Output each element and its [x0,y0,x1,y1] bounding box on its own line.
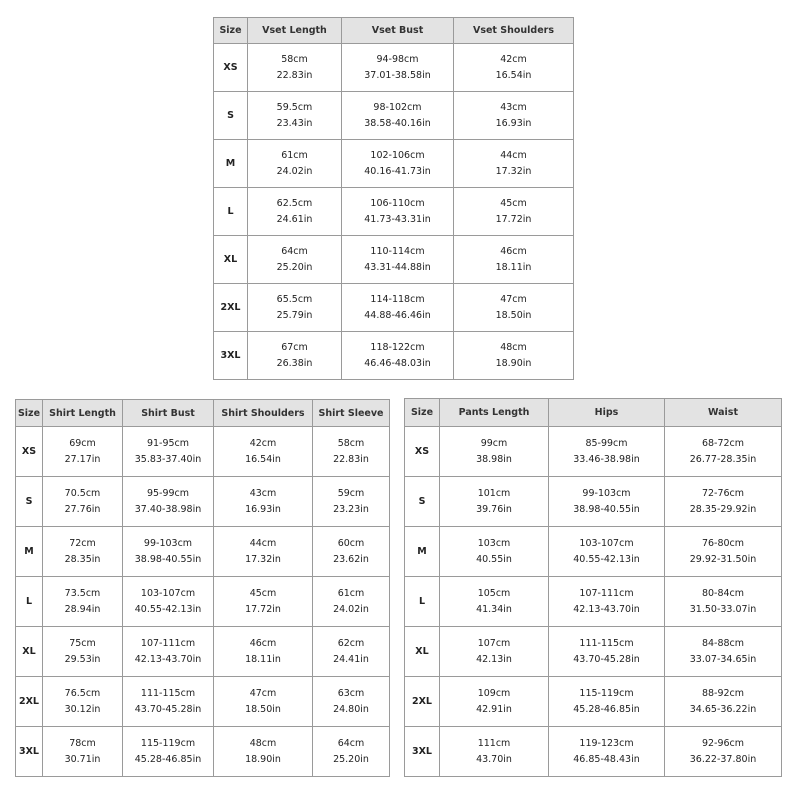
value-cm: 67cm [281,342,308,353]
waist-cell [665,727,782,777]
value-cm: 48cm [500,342,527,353]
waist-cell [665,577,782,627]
value-cm: 103-107cm [140,588,196,599]
value-in: 17.72in [245,604,281,615]
shoulders-cell [454,44,574,92]
value-in: 16.54in [245,454,281,465]
shoulders-cell [214,577,313,627]
value-in: 22.83in [276,70,313,81]
shirt-size-table [15,399,390,777]
bust-cell [123,527,214,577]
value-in: 35.83-37.40in [134,454,202,465]
value-cm: 84-88cm [701,638,745,649]
size-cell: 3XL [214,332,248,380]
size-cell: XS [405,427,440,477]
value-in: 23.62in [333,554,369,565]
length-cell [248,236,342,284]
value-in: 24.80in [333,704,369,715]
value-in: 33.07-34.65in [689,654,757,665]
value-cm: 65.5cm [276,294,313,305]
table-row [405,627,782,677]
table-row [214,188,574,236]
shoulders-cell [454,236,574,284]
value-in: 33.46-38.98in [573,454,640,465]
hips-cell [549,427,665,477]
size-cell: S [214,92,248,140]
value-cm: 42cm [249,438,277,449]
sleeve-cell [313,527,390,577]
value-in: 40.55-42.13in [134,604,202,615]
table-row [405,727,782,777]
waist-cell [665,527,782,577]
hips-cell [549,527,665,577]
value-in: 42.91in [476,704,512,715]
value-cm: 64cm [337,738,365,749]
value-in: 42.13-43.70in [573,604,640,615]
value-cm: 44cm [500,150,527,161]
value-in: 29.92-31.50in [689,554,757,565]
length-cell [43,427,123,477]
value-in: 18.90in [495,358,532,369]
value-in: 18.11in [245,654,281,665]
value-in: 45.28-46.85in [573,704,640,715]
size-cell: 3XL [16,727,43,777]
value-cm: 47cm [249,688,277,699]
header-waist: Waist [665,399,782,427]
value-cm: 91-95cm [146,438,190,449]
value-in: 25.20in [276,262,313,273]
shoulders-cell [214,427,313,477]
value-cm: 76-80cm [701,538,745,549]
value-in: 24.02in [333,604,369,615]
waist-cell [665,627,782,677]
size-cell: 2XL [405,677,440,727]
value-cm: 43cm [249,488,277,499]
value-cm: 60cm [337,538,365,549]
value-in: 30.12in [64,704,101,715]
header-shirt-bust: Shirt Bust [123,400,214,427]
value-cm: 59.5cm [276,102,313,113]
table-row [214,44,574,92]
value-in: 18.11in [495,262,532,273]
bust-cell [342,188,454,236]
value-cm: 115-119cm [140,738,196,749]
value-in: 43.70in [476,754,512,765]
value-cm: 72-76cm [701,488,745,499]
size-cell: XS [214,44,248,92]
shoulders-cell [214,477,313,527]
value-cm: 107-111cm [140,638,196,649]
length-cell [248,92,342,140]
value-in: 38.58-40.16in [364,118,431,129]
value-in: 26.77-28.35in [689,454,757,465]
value-cm: 99cm [480,438,508,449]
value-cm: 44cm [249,538,277,549]
value-in: 43.70-45.28in [134,704,202,715]
table-row [405,677,782,727]
size-cell: L [405,577,440,627]
value-in: 30.71in [64,754,101,765]
value-cm: 76.5cm [64,688,101,699]
sleeve-cell [313,627,390,677]
value-cm: 115-119cm [579,688,634,699]
bust-cell [123,727,214,777]
shoulders-cell [454,92,574,140]
value-in: 22.83in [333,454,369,465]
size-cell: XS [16,427,43,477]
value-cm: 111cm [477,738,511,749]
length-cell [440,477,549,527]
sleeve-cell [313,727,390,777]
header-vset-length: Vset Length [248,18,342,44]
header-size: Size [405,399,440,427]
hips-cell [549,727,665,777]
sleeve-cell [313,677,390,727]
table-row [16,577,390,627]
value-in: 44.88-46.46in [364,310,431,321]
size-cell: 2XL [16,677,43,727]
shoulders-cell [214,527,313,577]
header-size: Size [214,18,248,44]
table-row [214,332,574,380]
table-row [16,427,390,477]
value-in: 17.72in [495,214,532,225]
value-cm: 62cm [337,638,365,649]
value-cm: 111-115cm [140,688,196,699]
value-in: 42.13-43.70in [134,654,202,665]
shoulders-cell [454,188,574,236]
hips-cell [549,677,665,727]
value-cm: 45cm [249,588,277,599]
value-in: 37.40-38.98in [134,504,202,515]
value-cm: 42cm [500,54,527,65]
value-in: 17.32in [245,554,281,565]
value-cm: 58cm [281,54,308,65]
header-size: Size [16,400,43,427]
value-cm: 58cm [337,438,365,449]
table-row [16,727,390,777]
length-cell [248,284,342,332]
value-in: 42.13in [476,654,512,665]
sleeve-cell [313,427,390,477]
value-cm: 45cm [500,198,527,209]
shoulders-cell [454,332,574,380]
value-cm: 85-99cm [585,438,628,449]
length-cell [440,577,549,627]
value-cm: 80-84cm [701,588,745,599]
value-cm: 48cm [249,738,277,749]
bust-cell [342,92,454,140]
size-cell: 3XL [405,727,440,777]
table-row [405,477,782,527]
table-row [16,527,390,577]
shoulders-cell [454,284,574,332]
length-cell [248,140,342,188]
length-cell [248,44,342,92]
value-in: 40.16-41.73in [364,166,431,177]
value-cm: 99-103cm [143,538,193,549]
header-pants-length: Pants Length [440,399,549,427]
waist-cell [665,477,782,527]
value-in: 40.55in [476,554,512,565]
value-cm: 43cm [500,102,527,113]
table-row [16,627,390,677]
value-cm: 92-96cm [701,738,745,749]
size-cell: M [16,527,43,577]
value-cm: 102-106cm [370,150,425,161]
table-row [214,236,574,284]
value-in: 29.53in [64,654,101,665]
size-cell: XL [16,627,43,677]
hips-cell [549,477,665,527]
table-row [405,527,782,577]
value-cm: 78cm [69,738,96,749]
shoulders-cell [214,627,313,677]
value-in: 16.93in [245,504,281,515]
value-in: 46.85-48.43in [573,754,640,765]
value-in: 24.61in [276,214,313,225]
value-in: 38.98-40.55in [573,504,640,515]
length-cell [43,727,123,777]
value-cm: 72cm [69,538,96,549]
value-cm: 98-102cm [373,102,422,113]
value-in: 41.73-43.31in [364,214,431,225]
sleeve-cell [313,577,390,627]
value-cm: 103cm [477,538,511,549]
length-cell [440,677,549,727]
value-in: 16.93in [495,118,532,129]
size-cell: L [16,577,43,627]
value-cm: 107cm [477,638,511,649]
value-in: 18.50in [245,704,281,715]
length-cell [43,477,123,527]
value-in: 36.22-37.80in [689,754,757,765]
length-cell [248,188,342,236]
value-cm: 61cm [281,150,308,161]
table-header-row [16,400,390,427]
hips-cell [549,627,665,677]
value-cm: 88-92cm [701,688,745,699]
header-vset-shoulders: Vset Shoulders [454,18,574,44]
table-row [214,92,574,140]
length-cell [440,427,549,477]
size-cell: M [405,527,440,577]
value-in: 40.55-42.13in [573,554,640,565]
bust-cell [123,427,214,477]
size-cell: S [405,477,440,527]
value-in: 23.43in [276,118,313,129]
length-cell [43,577,123,627]
bust-cell [342,140,454,188]
table-header-row [214,18,574,44]
shoulders-cell [214,677,313,727]
value-in: 38.98in [476,454,512,465]
table-header-row [405,399,782,427]
length-cell [248,332,342,380]
value-in: 27.17in [64,454,101,465]
value-cm: 63cm [337,688,365,699]
table-row [405,427,782,477]
bust-cell [342,332,454,380]
bust-cell [123,627,214,677]
value-cm: 47cm [500,294,527,305]
table-row [214,140,574,188]
value-in: 28.94in [64,604,101,615]
vset-size-table [213,17,574,380]
value-in: 26.38in [276,358,313,369]
value-in: 24.41in [333,654,369,665]
value-cm: 46cm [500,246,527,257]
value-in: 24.02in [276,166,313,177]
value-cm: 68-72cm [701,438,745,449]
value-in: 16.54in [495,70,532,81]
size-cell: 2XL [214,284,248,332]
value-cm: 105cm [477,588,511,599]
value-in: 23.23in [333,504,369,515]
value-in: 25.79in [276,310,313,321]
waist-cell [665,677,782,727]
header-hips: Hips [549,399,665,427]
table-row [405,577,782,627]
size-cell: XL [405,627,440,677]
value-in: 41.34in [476,604,512,615]
table-row [16,677,390,727]
length-cell [440,627,549,677]
value-cm: 103-107cm [579,538,634,549]
shoulders-cell [454,140,574,188]
value-cm: 46cm [249,638,277,649]
table-row [214,284,574,332]
value-in: 31.50-33.07in [689,604,757,615]
value-cm: 107-111cm [579,588,634,599]
length-cell [43,627,123,677]
value-cm: 69cm [69,438,96,449]
value-in: 18.90in [245,754,281,765]
value-cm: 70.5cm [64,488,101,499]
bust-cell [123,477,214,527]
header-shirt-sleeve: Shirt Sleeve [313,400,390,427]
value-in: 18.50in [495,310,532,321]
hips-cell [549,577,665,627]
value-cm: 64cm [281,246,308,257]
value-in: 46.46-48.03in [364,358,431,369]
length-cell [43,527,123,577]
waist-cell [665,427,782,477]
header-shirt-length: Shirt Length [43,400,123,427]
value-cm: 61cm [337,588,365,599]
value-cm: 118-122cm [370,342,425,353]
value-in: 17.32in [495,166,532,177]
pants-size-table [404,398,782,777]
value-in: 28.35-29.92in [689,504,757,515]
value-in: 28.35in [64,554,101,565]
bust-cell [342,284,454,332]
bust-cell [123,677,214,727]
length-cell [440,527,549,577]
value-cm: 73.5cm [64,588,101,599]
size-cell: XL [214,236,248,284]
shoulders-cell [214,727,313,777]
sleeve-cell [313,477,390,527]
value-cm: 99-103cm [582,488,631,499]
size-cell: M [214,140,248,188]
table-row [16,477,390,527]
value-cm: 109cm [477,688,511,699]
value-cm: 106-110cm [370,198,425,209]
value-in: 25.20in [333,754,369,765]
value-in: 38.98-40.55in [134,554,202,565]
value-cm: 110-114cm [370,246,425,257]
value-cm: 95-99cm [146,488,190,499]
header-shirt-shoulders: Shirt Shoulders [214,400,313,427]
value-in: 27.76in [64,504,101,515]
value-in: 43.70-45.28in [573,654,640,665]
value-in: 37.01-38.58in [364,70,431,81]
value-in: 45.28-46.85in [134,754,202,765]
length-cell [43,677,123,727]
length-cell [440,727,549,777]
bust-cell [342,236,454,284]
value-cm: 119-123cm [579,738,634,749]
value-cm: 62.5cm [276,198,313,209]
value-in: 43.31-44.88in [364,262,431,273]
size-cell: S [16,477,43,527]
value-cm: 75cm [69,638,96,649]
header-vset-bust: Vset Bust [342,18,454,44]
value-in: 34.65-36.22in [689,704,757,715]
size-cell: L [214,188,248,236]
value-cm: 111-115cm [579,638,634,649]
bust-cell [342,44,454,92]
value-cm: 59cm [337,488,365,499]
bust-cell [123,577,214,627]
value-cm: 94-98cm [376,54,419,65]
value-in: 39.76in [476,504,512,515]
value-cm: 114-118cm [370,294,425,305]
value-cm: 101cm [477,488,511,499]
